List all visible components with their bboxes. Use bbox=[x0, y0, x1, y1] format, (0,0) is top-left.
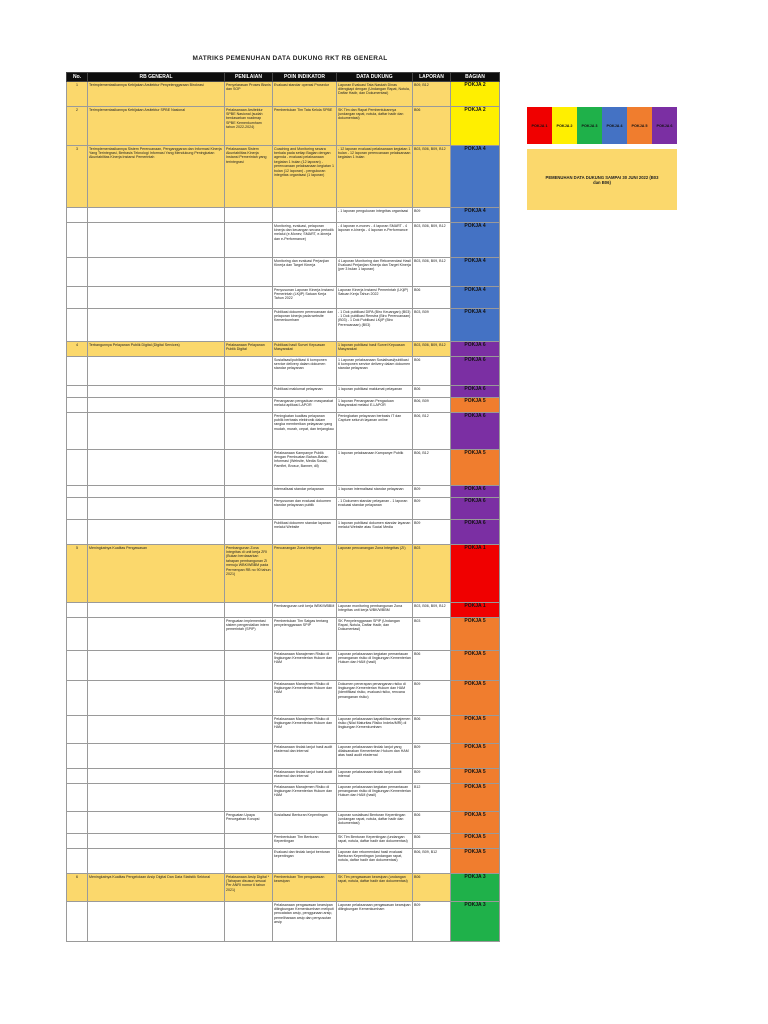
cell-penilaian bbox=[225, 744, 273, 769]
cell-rb-general bbox=[88, 834, 225, 849]
cell-no bbox=[67, 498, 88, 520]
cell-laporan: B09 bbox=[413, 208, 451, 223]
cell-bagian: POKJA 4 bbox=[451, 287, 500, 309]
deadline-note: PEMENUHAN DATA DUKUNG SAMPAI 30 JUNI 2022 (B03 dan B06) bbox=[527, 149, 677, 210]
cell-laporan: B06 bbox=[413, 357, 451, 386]
cell-laporan: B06 bbox=[413, 386, 451, 398]
cell-bagian: POKJA 2 bbox=[451, 82, 500, 107]
cell-data-dukung: 1 laporan publikasi hasil Survei Kepuasan Masyarakat bbox=[337, 342, 413, 357]
table-row bbox=[67, 107, 500, 146]
cell-penilaian: Penguatan implementasi sistem pengendalian intern pemerintah (SPIP) bbox=[225, 618, 273, 651]
cell-no bbox=[67, 603, 88, 618]
cell-no bbox=[67, 309, 88, 342]
cell-data-dukung: Laporan sosialisasi Benturan Kepentingan (undangan rapat, notula, daftar hadir dan dokumentasi) bbox=[337, 812, 413, 834]
cell-laporan: B06 bbox=[413, 287, 451, 309]
cell-laporan: B03, B09 bbox=[413, 309, 451, 342]
cell-bagian: POKJA 3 bbox=[451, 874, 500, 902]
cell-poin-indikator: Pelaksanaan pengawasan kearsipan dilingkungan Kemenkumham meliputi pencatatan arsip, penggunaan arsip, pemeliharaan arsip dan penyusutan arsip bbox=[273, 902, 337, 942]
cell-bagian: POKJA 6 bbox=[451, 520, 500, 545]
cell-data-dukung: Laporan monitoring pembangunan Zona Integritas unit kerja WBK/WBBM bbox=[337, 603, 413, 618]
cell-rb-general bbox=[88, 902, 225, 942]
cell-bagian: POKJA 4 bbox=[451, 223, 500, 258]
cell-data-dukung: - 1 laporan pengukuran integritas organisasi bbox=[337, 208, 413, 223]
table-row bbox=[67, 618, 500, 651]
cell-rb-general bbox=[88, 287, 225, 309]
legend-pokja-3: POKJA 3 bbox=[577, 107, 602, 144]
cell-bagian: POKJA 4 bbox=[451, 146, 500, 208]
table-row bbox=[67, 716, 500, 744]
header-rb-general: RB GENERAL bbox=[88, 73, 225, 82]
header-bagian: BAGIAN bbox=[451, 73, 500, 82]
cell-poin-indikator: Penyusunan Laporan Kinerja Instansi Pemerintah (LKjIP) Satuan Kerja Tahun 2022 bbox=[273, 287, 337, 309]
cell-data-dukung: Laporan pelaksanaan kegiatan pemantauan penanganan risiko di lingkungan Kementerian Hukum dan HAM (hasil) bbox=[337, 784, 413, 812]
cell-data-dukung: Laporan Evaluasi Tata Naskah Dinas dilengkapi dengan (Undangan Rapat, Notula, Daftar Hadir, dan Dokumentasi) bbox=[337, 82, 413, 107]
document-title: MATRIKS PEMENUHAN DATA DUKUNG RKT RB GENERAL bbox=[192, 55, 388, 62]
cell-laporan: B03, B06, B09, B12 bbox=[413, 342, 451, 357]
cell-rb-general bbox=[88, 618, 225, 651]
pokja-legend bbox=[527, 107, 677, 144]
cell-laporan: B03 bbox=[413, 545, 451, 603]
cell-penilaian bbox=[225, 498, 273, 520]
cell-data-dukung: SK Tim pengawasan kearsipan (undangan rapat, notula, daftar hadir dan dokumentasi) bbox=[337, 874, 413, 902]
cell-bagian: POKJA 4 bbox=[451, 208, 500, 223]
table-row bbox=[67, 223, 500, 258]
cell-poin-indikator: Pembentukan Tim Benturan Kepentingan bbox=[273, 834, 337, 849]
cell-poin-indikator: Monitoring dan evaluasi Perjanjian Kinerja dan Target Kinerja bbox=[273, 258, 337, 287]
cell-data-dukung: 1 laporan Penanganan Pengaduan Masyarakat melalui E-LAPOR bbox=[337, 398, 413, 413]
cell-rb-general: Terimplementasikannya Kebijakan Arsitektur Penyelenggaraan Birokrasi bbox=[88, 82, 225, 107]
table-row bbox=[67, 146, 500, 208]
cell-bagian: POKJA 5 bbox=[451, 784, 500, 812]
cell-no bbox=[67, 902, 88, 942]
cell-laporan: B06 bbox=[413, 812, 451, 834]
cell-poin-indikator: Publikasi hasil Survei Kepuasan Masyarakat bbox=[273, 342, 337, 357]
cell-bagian: POKJA 6 bbox=[451, 413, 500, 450]
cell-penilaian bbox=[225, 287, 273, 309]
cell-no bbox=[67, 413, 88, 450]
table-row bbox=[67, 208, 500, 223]
table-row bbox=[67, 812, 500, 834]
cell-data-dukung: Laporan pencanangan Zona Integritas (ZI) bbox=[337, 545, 413, 603]
cell-no bbox=[67, 618, 88, 651]
cell-rb-general bbox=[88, 413, 225, 450]
cell-poin-indikator: Evaluasi dan tindak lanjut benturan kepentingan bbox=[273, 849, 337, 874]
cell-rb-general bbox=[88, 520, 225, 545]
cell-data-dukung: - 1 Dokumen standar pelayanan - 1 laporan evaluasi standar pelayanan bbox=[337, 498, 413, 520]
cell-bagian: POKJA 6 bbox=[451, 486, 500, 498]
legend-pokja-6: POKJA 6 bbox=[652, 107, 677, 144]
cell-penilaian: Pelaksanaan Pelayanan Publik Digital bbox=[225, 342, 273, 357]
matrix-table bbox=[66, 72, 500, 942]
cell-laporan: B06 bbox=[413, 107, 451, 146]
cell-data-dukung: - 12 laporan evaluasi pelaksanaan kegiatan 1 bulan - 12 laporan perencanaan pelaksanaan kegiatan 1 bulan bbox=[337, 146, 413, 208]
cell-rb-general: Meningkatnya Kualitas Pengawasan bbox=[88, 545, 225, 603]
cell-poin-indikator: Pembentukan Tim pengawasan kearsipan bbox=[273, 874, 337, 902]
cell-data-dukung: - 4 laporan e-monev - 4 laporan SMART - 4 laporan e-kinerja - 4 laporan e-Performance bbox=[337, 223, 413, 258]
cell-bagian: POKJA 6 bbox=[451, 342, 500, 357]
cell-poin-indikator: Coaching and Monitoring secara berkala pada setiap Bagian dengan agenda - evaluasi pelaksanaan kegiatan 1 bulan (12 laporan) - perencanaan pelaksanaan kegiatan 1 bulan (12 laporan) - pengukuran integritas organisasi (1 laporan) bbox=[273, 146, 337, 208]
cell-laporan: B09 bbox=[413, 681, 451, 716]
cell-poin-indikator: Penyusunan dan evaluasi dokumen standar pelayanan publik bbox=[273, 498, 337, 520]
cell-poin-indikator: Pelaksanaan Manajemen Risiko di lingkungan Kementerian Hukum dan HAM bbox=[273, 784, 337, 812]
cell-bagian: POKJA 6 bbox=[451, 498, 500, 520]
cell-penilaian bbox=[225, 413, 273, 450]
cell-bagian: POKJA 5 bbox=[451, 812, 500, 834]
cell-penilaian: Penguatan Upaya Pencegahan Korupsi bbox=[225, 812, 273, 834]
cell-rb-general bbox=[88, 386, 225, 398]
header-penilaian: PENILAIAN bbox=[225, 73, 273, 82]
cell-no bbox=[67, 398, 88, 413]
cell-rb-general bbox=[88, 208, 225, 223]
cell-no bbox=[67, 520, 88, 545]
cell-data-dukung: SK Tim dan Rapat Pembentukannya (undangan rapat, notula, daftar hadir dan dokumentasi) bbox=[337, 107, 413, 146]
cell-no bbox=[67, 486, 88, 498]
cell-poin-indikator: Pembentukan Tim Tata Kelola SPBE bbox=[273, 107, 337, 146]
cell-laporan: B03, B06, B09, B12 bbox=[413, 223, 451, 258]
cell-poin-indikator: Pelaksanaan Manajemen Risiko di lingkungan Kementerian Hukum dan HAM bbox=[273, 651, 337, 681]
cell-data-dukung: SK Penyelenggaraan SPIP (Undangan Rapat, Notula, Daftar Hadir, dan Dokumentasi) bbox=[337, 618, 413, 651]
cell-data-dukung: Laporan pelaksanaan pengawasan kearsipan dilingkungan Kemenkumham bbox=[337, 902, 413, 942]
table-row bbox=[67, 342, 500, 357]
cell-data-dukung: Peningkatan pelayanan berbasis IT dan Capture seluruh layanan online bbox=[337, 413, 413, 450]
cell-penilaian bbox=[225, 486, 273, 498]
cell-laporan: B03, B06, B09, B12 bbox=[413, 146, 451, 208]
cell-data-dukung: Laporan dan rekomendasi hasil evaluasi Benturan Kepentingan (undangan rapat, notula, daftar hadir dan dokumentasi) bbox=[337, 849, 413, 874]
cell-rb-general bbox=[88, 681, 225, 716]
table-header-row bbox=[67, 73, 500, 82]
cell-rb-general bbox=[88, 812, 225, 834]
cell-rb-general: Terbangunnya Pelayanan Publik Digital (Digital Services) bbox=[88, 342, 225, 357]
cell-penilaian bbox=[225, 520, 273, 545]
table-row bbox=[67, 681, 500, 716]
cell-no bbox=[67, 258, 88, 287]
table-row bbox=[67, 287, 500, 309]
cell-no bbox=[67, 208, 88, 223]
cell-data-dukung: 1 laporan publikasi dokumen standar layanan melalui Website atau Social Media bbox=[337, 520, 413, 545]
cell-penilaian bbox=[225, 386, 273, 398]
cell-bagian: POKJA 1 bbox=[451, 545, 500, 603]
cell-no bbox=[67, 784, 88, 812]
table-row bbox=[67, 769, 500, 784]
cell-rb-general bbox=[88, 849, 225, 874]
cell-data-dukung: Laporan pelaksanaan kapabilitas manajemen risiko (Nilai Maturitas Risiko Indeks/MRI) di lingkungan Kemenkumham bbox=[337, 716, 413, 744]
table-row bbox=[67, 386, 500, 398]
table-row bbox=[67, 603, 500, 618]
table-row bbox=[67, 849, 500, 874]
table-row bbox=[67, 82, 500, 107]
cell-bagian: POKJA 5 bbox=[451, 849, 500, 874]
cell-poin-indikator: Sosialisasi Benturan Kepentingan bbox=[273, 812, 337, 834]
cell-data-dukung: Laporan pelaksanaan tindak lanjut yang dilaksanakan Kementerian Hukum dan HAM atas hasil audit eksternal bbox=[337, 744, 413, 769]
cell-poin-indikator: Pelaksanaan Manajemen Risiko di lingkungan Kementerian Hukum dan HAM bbox=[273, 716, 337, 744]
cell-data-dukung: 1 laporan internalisasi standar pelayanan bbox=[337, 486, 413, 498]
legend-pokja-4: POKJA 4 bbox=[602, 107, 627, 144]
cell-no: 6 bbox=[67, 874, 88, 902]
cell-no bbox=[67, 849, 88, 874]
cell-rb-general bbox=[88, 258, 225, 287]
cell-penilaian bbox=[225, 716, 273, 744]
cell-rb-general bbox=[88, 223, 225, 258]
cell-penilaian bbox=[225, 681, 273, 716]
cell-laporan: B09, B12 bbox=[413, 82, 451, 107]
cell-poin-indikator: Pelaksanaan tindak lanjut hasil audit eksternal dan internal bbox=[273, 769, 337, 784]
cell-rb-general bbox=[88, 784, 225, 812]
cell-penilaian bbox=[225, 902, 273, 942]
cell-no: 1 bbox=[67, 82, 88, 107]
cell-rb-general bbox=[88, 309, 225, 342]
cell-data-dukung: 4 Laporan Monitoring dan Rekomendasi Hasil Evaluasi Perjanjian Kinerja dan Target Kinerja (per 3 bulan 1 laporan) bbox=[337, 258, 413, 287]
cell-rb-general bbox=[88, 744, 225, 769]
cell-poin-indikator: Publikasi dokumen standar layanan melalui Website bbox=[273, 520, 337, 545]
cell-poin-indikator: Pencanangan Zona Integritas bbox=[273, 545, 337, 603]
cell-poin-indikator bbox=[273, 208, 337, 223]
cell-no bbox=[67, 744, 88, 769]
cell-bagian: POKJA 5 bbox=[451, 398, 500, 413]
cell-bagian: POKJA 5 bbox=[451, 769, 500, 784]
cell-laporan: B09 bbox=[413, 520, 451, 545]
cell-poin-indikator: Sosialisasi/publikasi 6 komponen service delivery dalam dokumen standar pelayanan bbox=[273, 357, 337, 386]
cell-rb-general bbox=[88, 651, 225, 681]
cell-no: 3 bbox=[67, 146, 88, 208]
cell-bagian: POKJA 5 bbox=[451, 834, 500, 849]
cell-no bbox=[67, 834, 88, 849]
cell-no: 2 bbox=[67, 107, 88, 146]
table-row bbox=[67, 450, 500, 486]
table-row bbox=[67, 784, 500, 812]
cell-poin-indikator: Pelaksanaan tindak lanjut hasil audit eksternal dan internal bbox=[273, 744, 337, 769]
cell-data-dukung: Laporan pelaksanaan kegiatan pemantauan penanganan risiko di lingkungan Kementerian Hukum dan HAM (hasil) bbox=[337, 651, 413, 681]
table-row bbox=[67, 520, 500, 545]
cell-penilaian bbox=[225, 651, 273, 681]
cell-penilaian bbox=[225, 834, 273, 849]
cell-data-dukung: Dokumen penerapan penanganan risiko di lingkungan Kementerian Hukum dan HAM (identifikasi risiko, evaluasi risiko, rencana penanganan risiko) bbox=[337, 681, 413, 716]
table-row bbox=[67, 486, 500, 498]
cell-laporan: B06, B12 bbox=[413, 413, 451, 450]
table-row bbox=[67, 357, 500, 386]
cell-poin-indikator: Publikasi dokumen perencanaan dan pelaporan kinerja pada website Kemenkumham bbox=[273, 309, 337, 342]
cell-penilaian bbox=[225, 769, 273, 784]
cell-rb-general bbox=[88, 498, 225, 520]
cell-bagian: POKJA 5 bbox=[451, 744, 500, 769]
cell-no bbox=[67, 769, 88, 784]
cell-poin-indikator: Penanganan pengaduan masyarakat melalui aplikasi LAPOR bbox=[273, 398, 337, 413]
cell-data-dukung: SK Tim Benturan Kepentingan (undangan rapat, notula, daftar hadir dan dokumentasi) bbox=[337, 834, 413, 849]
cell-penilaian bbox=[225, 258, 273, 287]
cell-penilaian: Pelaksanaan Arsip Digital *(Tahapan disusun sesuai Per ANRI nomor 6 tahun 2021) bbox=[225, 874, 273, 902]
cell-poin-indikator: Publikasi maklumat pelayanan bbox=[273, 386, 337, 398]
cell-laporan: B09 bbox=[413, 769, 451, 784]
cell-bagian: POKJA 4 bbox=[451, 309, 500, 342]
cell-laporan: B03, B06, B09, B12 bbox=[413, 603, 451, 618]
cell-rb-general: Terimplementasikannya Kebijakan Arsitektur SPBE Nasional bbox=[88, 107, 225, 146]
table-row bbox=[67, 874, 500, 902]
cell-rb-general bbox=[88, 716, 225, 744]
cell-penilaian bbox=[225, 784, 273, 812]
cell-data-dukung: 1 laporan publikasi maklumat pelayanan bbox=[337, 386, 413, 398]
table-row bbox=[67, 498, 500, 520]
cell-bagian: POKJA 5 bbox=[451, 618, 500, 651]
cell-no: 4 bbox=[67, 342, 88, 357]
table-row bbox=[67, 258, 500, 287]
cell-data-dukung: Laporan pelaksanaan tindak lanjut audit internal bbox=[337, 769, 413, 784]
cell-poin-indikator: Pelaksanaan Kampanye Publik dengan Pembuatan Bahan-Bahan Informasi (Website, Media Sosial, Pamflet, Brosur, Banner, dll) bbox=[273, 450, 337, 486]
cell-bagian: POKJA 1 bbox=[451, 603, 500, 618]
cell-no bbox=[67, 223, 88, 258]
cell-poin-indikator: Internalisasi standar pelayanan bbox=[273, 486, 337, 498]
cell-data-dukung: 1 laporan pelaksanaan Kampanye Publik bbox=[337, 450, 413, 486]
cell-rb-general bbox=[88, 450, 225, 486]
table-row bbox=[67, 398, 500, 413]
cell-no bbox=[67, 812, 88, 834]
cell-penilaian bbox=[225, 208, 273, 223]
cell-no bbox=[67, 716, 88, 744]
cell-laporan: B03, B06, B09, B12 bbox=[413, 258, 451, 287]
cell-rb-general bbox=[88, 357, 225, 386]
table-row bbox=[67, 744, 500, 769]
cell-data-dukung: - 1 Dok publikasi DIPA (Biro Keuangan) (B03) - 1 Dok publikasi Renstra (Biro Perencanaan) (B03) - 1 Dok Publikasi LKjIP (Biro Perencanaan) (B03) bbox=[337, 309, 413, 342]
cell-laporan: B06 bbox=[413, 834, 451, 849]
cell-poin-indikator: Peningkatan kualitas pelayanan publik berbasis elektronik dalam rangka memberikan pelayanan yang mudah, murah, cepat, dan terjangkau bbox=[273, 413, 337, 450]
cell-data-dukung: Laporan Kinerja Instansi Pemerintah (LKjIP) Satuan Kerja Tahun 2022 bbox=[337, 287, 413, 309]
cell-bagian: POKJA 6 bbox=[451, 386, 500, 398]
cell-rb-general: Terimplementasikannya Sistem Perencanaan, Penganggaran dan Informasi Kinerja Yang Terintegrasi, Berbasis Teknologi Informasi Yang Mendukung Peningkatan Akuntabilitas Kinerja Instansi Pemerintah bbox=[88, 146, 225, 208]
table-row bbox=[67, 309, 500, 342]
legend-pokja-5: POKJA 5 bbox=[627, 107, 652, 144]
cell-data-dukung: 1 Laporan pelaksanaan Sosialisasi/publikasi 6 komponen service delivery dalam dokumen standar pelayanan bbox=[337, 357, 413, 386]
cell-penilaian bbox=[225, 849, 273, 874]
cell-penilaian bbox=[225, 357, 273, 386]
cell-penilaian: Pelaksanaan Arsitektur SPBE Nasional (sudah berdasarkan roadmap SPBE Kemenkumham tahun 2022-2024) bbox=[225, 107, 273, 146]
cell-laporan: B06 bbox=[413, 651, 451, 681]
cell-penilaian bbox=[225, 223, 273, 258]
cell-bagian: POKJA 4 bbox=[451, 258, 500, 287]
cell-bagian: POKJA 2 bbox=[451, 107, 500, 146]
cell-no bbox=[67, 681, 88, 716]
cell-rb-general bbox=[88, 486, 225, 498]
header-data-dukung: DATA DUKUNG bbox=[337, 73, 413, 82]
table-row bbox=[67, 413, 500, 450]
cell-bagian: POKJA 5 bbox=[451, 651, 500, 681]
cell-poin-indikator: Pembangunan unit kerja WBK/WBBM bbox=[273, 603, 337, 618]
cell-no bbox=[67, 386, 88, 398]
cell-poin-indikator: Pembentukan Tim Satgas tentang penyelenggaraan SPIP bbox=[273, 618, 337, 651]
legend-pokja-2: POKJA 2 bbox=[552, 107, 577, 144]
cell-no bbox=[67, 651, 88, 681]
cell-penilaian: Pembangunan Zona Integritas di unit kerja ZRI (Bukan berdasarkan tahapan pembangunan ZI menuju WBK/WBBM pada Permenpan RB no 90 tahun 2021) bbox=[225, 545, 273, 603]
header-no: No. bbox=[67, 73, 88, 82]
table-row bbox=[67, 651, 500, 681]
cell-penilaian bbox=[225, 309, 273, 342]
cell-bagian: POKJA 6 bbox=[451, 357, 500, 386]
cell-laporan: B09 bbox=[413, 498, 451, 520]
cell-no: 5 bbox=[67, 545, 88, 603]
table-row bbox=[67, 545, 500, 603]
cell-penilaian bbox=[225, 450, 273, 486]
cell-rb-general bbox=[88, 398, 225, 413]
cell-penilaian bbox=[225, 603, 273, 618]
cell-laporan: B09 bbox=[413, 486, 451, 498]
cell-laporan: B12 bbox=[413, 784, 451, 812]
cell-penilaian: Pelaksanaan Sistem Akuntabilitas Kinerja Instansi Pemerintah yang terintegrasi bbox=[225, 146, 273, 208]
cell-no bbox=[67, 450, 88, 486]
cell-laporan: B06, B12 bbox=[413, 450, 451, 486]
table-row bbox=[67, 902, 500, 942]
table-row bbox=[67, 834, 500, 849]
cell-rb-general: Meningkatnya Kualitas Pengelolaan Arsip Digital Dan Data Statistik Sektoral bbox=[88, 874, 225, 902]
cell-laporan: B06, B09 bbox=[413, 398, 451, 413]
cell-laporan: B06 bbox=[413, 874, 451, 902]
cell-laporan: B09 bbox=[413, 744, 451, 769]
cell-bagian: POKJA 5 bbox=[451, 716, 500, 744]
cell-no bbox=[67, 357, 88, 386]
header-laporan: LAPORAN bbox=[413, 73, 451, 82]
cell-no bbox=[67, 287, 88, 309]
cell-bagian: POKJA 5 bbox=[451, 681, 500, 716]
header-poin-indikator: POIN INDIKATOR bbox=[273, 73, 337, 82]
cell-penilaian bbox=[225, 398, 273, 413]
cell-poin-indikator: Pelaksanaan Manajemen Risiko di lingkungan Kementerian Hukum dan HAM bbox=[273, 681, 337, 716]
cell-penilaian: Penyelarasan Proses Bisnis dan SOP bbox=[225, 82, 273, 107]
cell-bagian: POKJA 5 bbox=[451, 450, 500, 486]
legend-pokja-1: POKJA 1 bbox=[527, 107, 552, 144]
cell-poin-indikator: Evaluasi standar operasi Prosedur bbox=[273, 82, 337, 107]
cell-rb-general bbox=[88, 769, 225, 784]
cell-laporan: B03 bbox=[413, 618, 451, 651]
cell-poin-indikator: Monitoring, evaluasi, pelaporan kinerja dan keuangan secara periodik melalui (e-Monev, SMART, e-kinerja dan e-Performance) bbox=[273, 223, 337, 258]
cell-bagian: POKJA 3 bbox=[451, 902, 500, 942]
cell-rb-general bbox=[88, 603, 225, 618]
cell-laporan: B06, B09, B12 bbox=[413, 849, 451, 874]
cell-laporan: B09 bbox=[413, 902, 451, 942]
cell-laporan: B06 bbox=[413, 716, 451, 744]
